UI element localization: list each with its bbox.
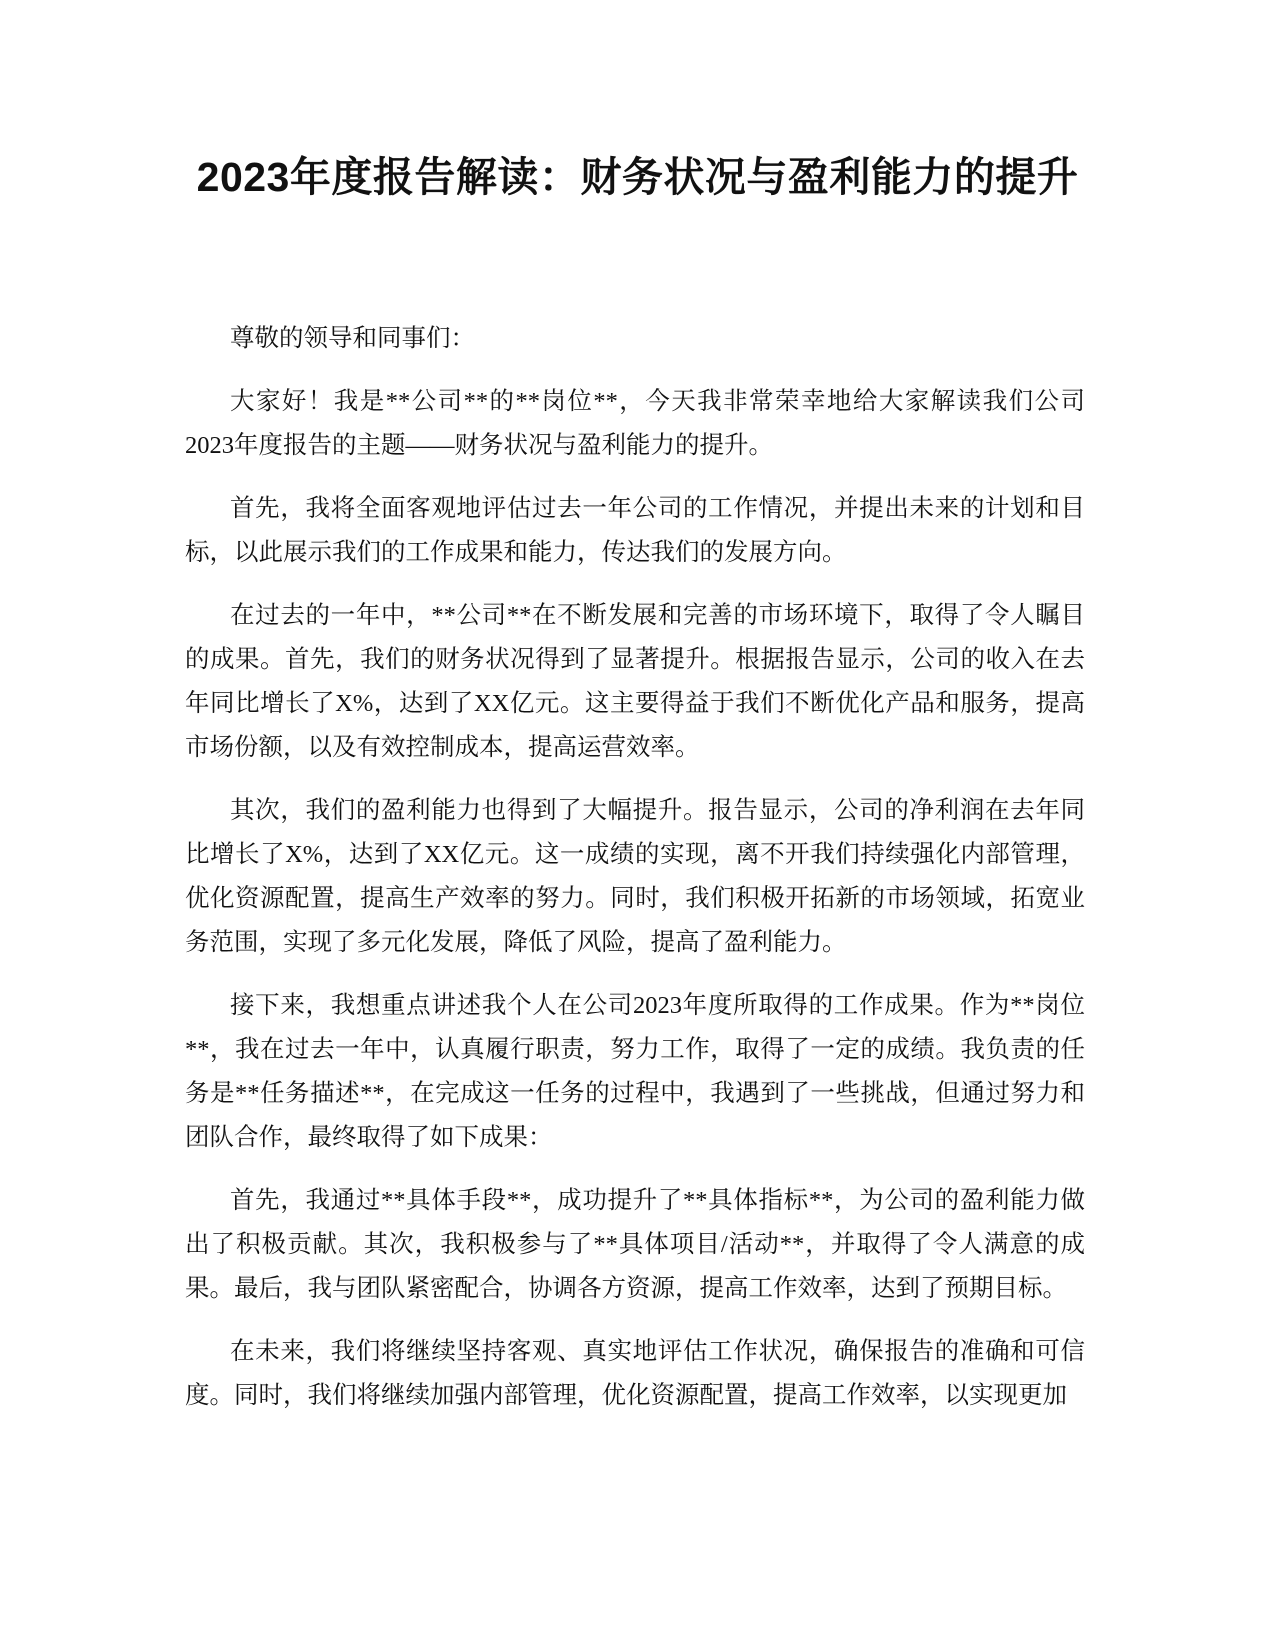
document-title: 2023年度报告解读：财务状况与盈利能力的提升 — [196, 154, 1079, 200]
paragraph-future: 在未来，我们将继续坚持客观、真实地评估工作状况，确保报告的准确和可信度。同时，我们将继续加强内部管理，优化资源配置，提高工作效率，以实现更加 — [185, 1338, 1085, 1409]
paragraph-achievements: 首先，我通过**具体手段**，成功提升了**具体指标**，为公司的盈利能力做出了积极贡献。其次，我积极参与了**具体项目/活动**，并取得了令人满意的成果。最后，我与团队紧密配合，协调各方资源，提高工作效率，达到了预期目标。 — [185, 1187, 1085, 1302]
paragraph-personal-results: 接下来，我想重点讲述我个人在公司2023年度所取得的工作成果。作为**岗位**，我在过去一年中，认真履行职责，努力工作，取得了一定的成绩。我负责的任务是**任务描述**，在完成这一任务的过程中，我遇到了一些挑战，但通过努力和团队合作，最终取得了如下成果： — [185, 992, 1085, 1151]
paragraph-salutation: 尊敬的领导和同事们： — [230, 325, 475, 352]
document-body — [185, 317, 1085, 1437]
paragraph-financial-status: 在过去的一年中，**公司**在不断发展和完善的市场环境下，取得了令人瞩目的成果。首先，我们的财务状况得到了显著提升。根据报告显示，公司的收入在去年同比增长了X%，达到了XX亿元。这主要得益于我们不断优化产品和服务，提高市场份额，以及有效控制成本，提高运营效率。 — [185, 602, 1085, 761]
paragraph-overview: 首先，我将全面客观地评估过去一年公司的工作情况，并提出未来的计划和目标，以此展示我们的工作成果和能力，传达我们的发展方向。 — [185, 495, 1085, 566]
paragraph-greeting: 大家好！我是**公司**的**岗位**，今天我非常荣幸地给大家解读我们公司2023年度报告的主题——财务状况与盈利能力的提升。 — [185, 388, 1085, 459]
paragraph-profitability: 其次，我们的盈利能力也得到了大幅提升。报告显示，公司的净利润在去年同比增长了X%，达到了XX亿元。这一成绩的实现，离不开我们持续强化内部管理，优化资源配置，提高生产效率的努力。同时，我们积极开拓新的市场领域，拓宽业务范围，实现了多元化发展，降低了风险，提高了盈利能力。 — [185, 797, 1085, 956]
